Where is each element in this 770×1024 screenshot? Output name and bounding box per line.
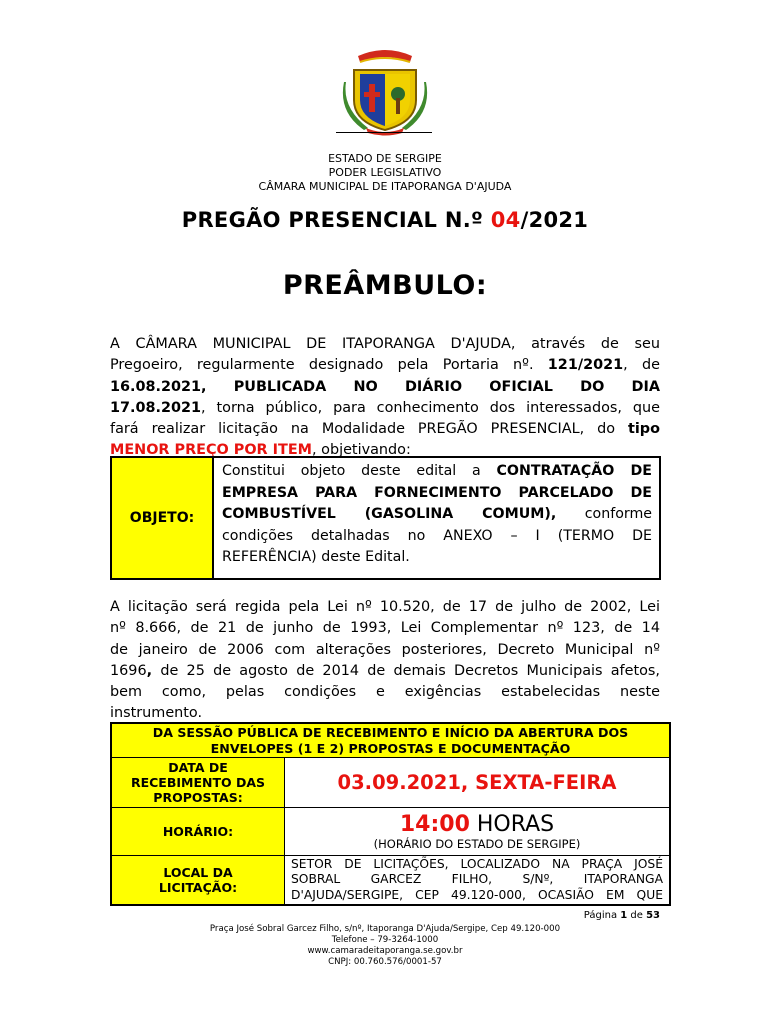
- intro-line: 17.08.2021, torna público, para conhecimento dos interessados, que: [110, 399, 660, 416]
- legal-line: nº 8.666, de 21 de junho de 1993, Lei Complementar nº 123, de 14: [110, 620, 660, 637]
- header-power: PODER LEGISLATIVO: [328, 166, 442, 179]
- section-heading: PREÂMBULO:: [282, 270, 488, 301]
- footer-address: Praça José Sobral Garcez Filho, s/nº, Itaporanga D'Ajuda/Sergipe, Cep 49.120-000: [209, 924, 561, 934]
- row-location: [112, 856, 669, 904]
- location-value: [285, 856, 669, 904]
- legal-line: instrumento.: [110, 705, 203, 722]
- time-value: 14:00 HORAS: [399, 811, 555, 837]
- intro-line: Pregoeiro, regularmente designado pela Portaria nº. 121/2021, de: [110, 357, 660, 374]
- objeto-line: COMBUSTÍVEL (GASOLINA COMUM), conforme: [222, 506, 653, 523]
- footer-website: www.camaradeitaporanga.se.gov.br: [307, 946, 463, 956]
- document-title: [0, 208, 770, 232]
- location-line: SOBRAL GARCEZ FILHO, S/Nº, ITAPORANGA: [291, 872, 663, 887]
- objeto-text: [214, 458, 659, 578]
- legal-line: bem como, pelas condições e exigências estabelecidas neste: [110, 684, 660, 701]
- objeto-line: Constitui objeto deste edital a CONTRATAÇÃO DE: [222, 463, 653, 479]
- location-line: SETOR DE LICITAÇÕES, LOCALIZADO NA PRAÇA JOSÉ: [291, 857, 663, 871]
- intro-paragraph: [110, 334, 660, 462]
- legal-line: 1696, de 25 de agosto de 2014 de demais Decretos Municipais afetos,: [110, 662, 660, 679]
- session-table: [110, 722, 671, 906]
- intro-line: fará realizar licitação na Modalidade PREGÃO PRESENCIAL, do tipo: [110, 421, 660, 438]
- date-value: 03.09.2021, SEXTA-FEIRA: [337, 771, 617, 794]
- location-label: LOCAL DA LICITAÇÃO:: [112, 856, 285, 904]
- title-prefix: PREGÃO PRESENCIAL N.º: [181, 208, 491, 232]
- legal-line: A licitação será regida pela Lei nº 10.520, de 17 de julho de 2002, Lei: [110, 599, 660, 615]
- time-value-cell: [285, 808, 669, 855]
- session-table-heading: [112, 724, 669, 758]
- municipal-coat-of-arms-icon: [340, 42, 430, 136]
- objeto-label: OBJETO:: [112, 458, 214, 578]
- intro-line: MENOR PREÇO POR ITEM, objetivando:: [110, 442, 411, 459]
- location-line: D'AJUDA/SERGIPE, CEP 49.120-000, OCASIÃO EM QUE: [291, 887, 663, 902]
- date-value-cell: [285, 758, 669, 807]
- footer-cnpj: CNPJ: 00.760.576/0001-57: [328, 957, 442, 967]
- objeto-line: REFERÊNCIA) deste Edital.: [222, 549, 410, 566]
- intro-line: 16.08.2021, PUBLICADA NO DIÁRIO OFICIAL DO DIA: [110, 378, 660, 395]
- header-chamber: CÂMARA MUNICIPAL DE ITAPORANGA D'AJUDA: [258, 180, 512, 193]
- row-date: [112, 758, 669, 808]
- title-suffix: /2021: [520, 208, 589, 232]
- objeto-box: [110, 456, 661, 580]
- date-label: DATA DE RECEBIMENTO DAS PROPOSTAS:: [112, 758, 285, 807]
- objeto-line: EMPRESA PARA FORNECIMENTO PARCELADO DE: [222, 484, 652, 501]
- objeto-line: condições detalhadas no ANEXO – I (TERMO DE: [222, 527, 652, 544]
- footer-phone: Telefone – 79-3264-1000: [331, 935, 439, 945]
- legal-line: de janeiro de 2006 com alterações posteriores, Decreto Municipal nº: [110, 641, 660, 658]
- intro-line: A CÂMARA MUNICIPAL DE ITAPORANGA D'AJUDA, através de seu: [110, 336, 660, 352]
- header-state: ESTADO DE SERGIPE: [328, 152, 442, 165]
- heading-line: DA SESSÃO PÚBLICA DE RECEBIMENTO E INÍCIO DA ABERTURA DOS: [152, 725, 629, 740]
- heading-line: ENVELOPES (1 E 2) PROPOSTAS E DOCUMENTAÇÃO: [210, 740, 571, 756]
- page-number: Página 1 de 53: [583, 910, 660, 921]
- crest-underline: [336, 132, 432, 133]
- time-label: HORÁRIO:: [112, 808, 285, 855]
- legal-basis-paragraph: [110, 597, 660, 725]
- title-number: 04: [490, 208, 521, 232]
- time-note: (HORÁRIO DO ESTADO DE SERGIPE): [373, 836, 581, 851]
- row-time: [112, 808, 669, 856]
